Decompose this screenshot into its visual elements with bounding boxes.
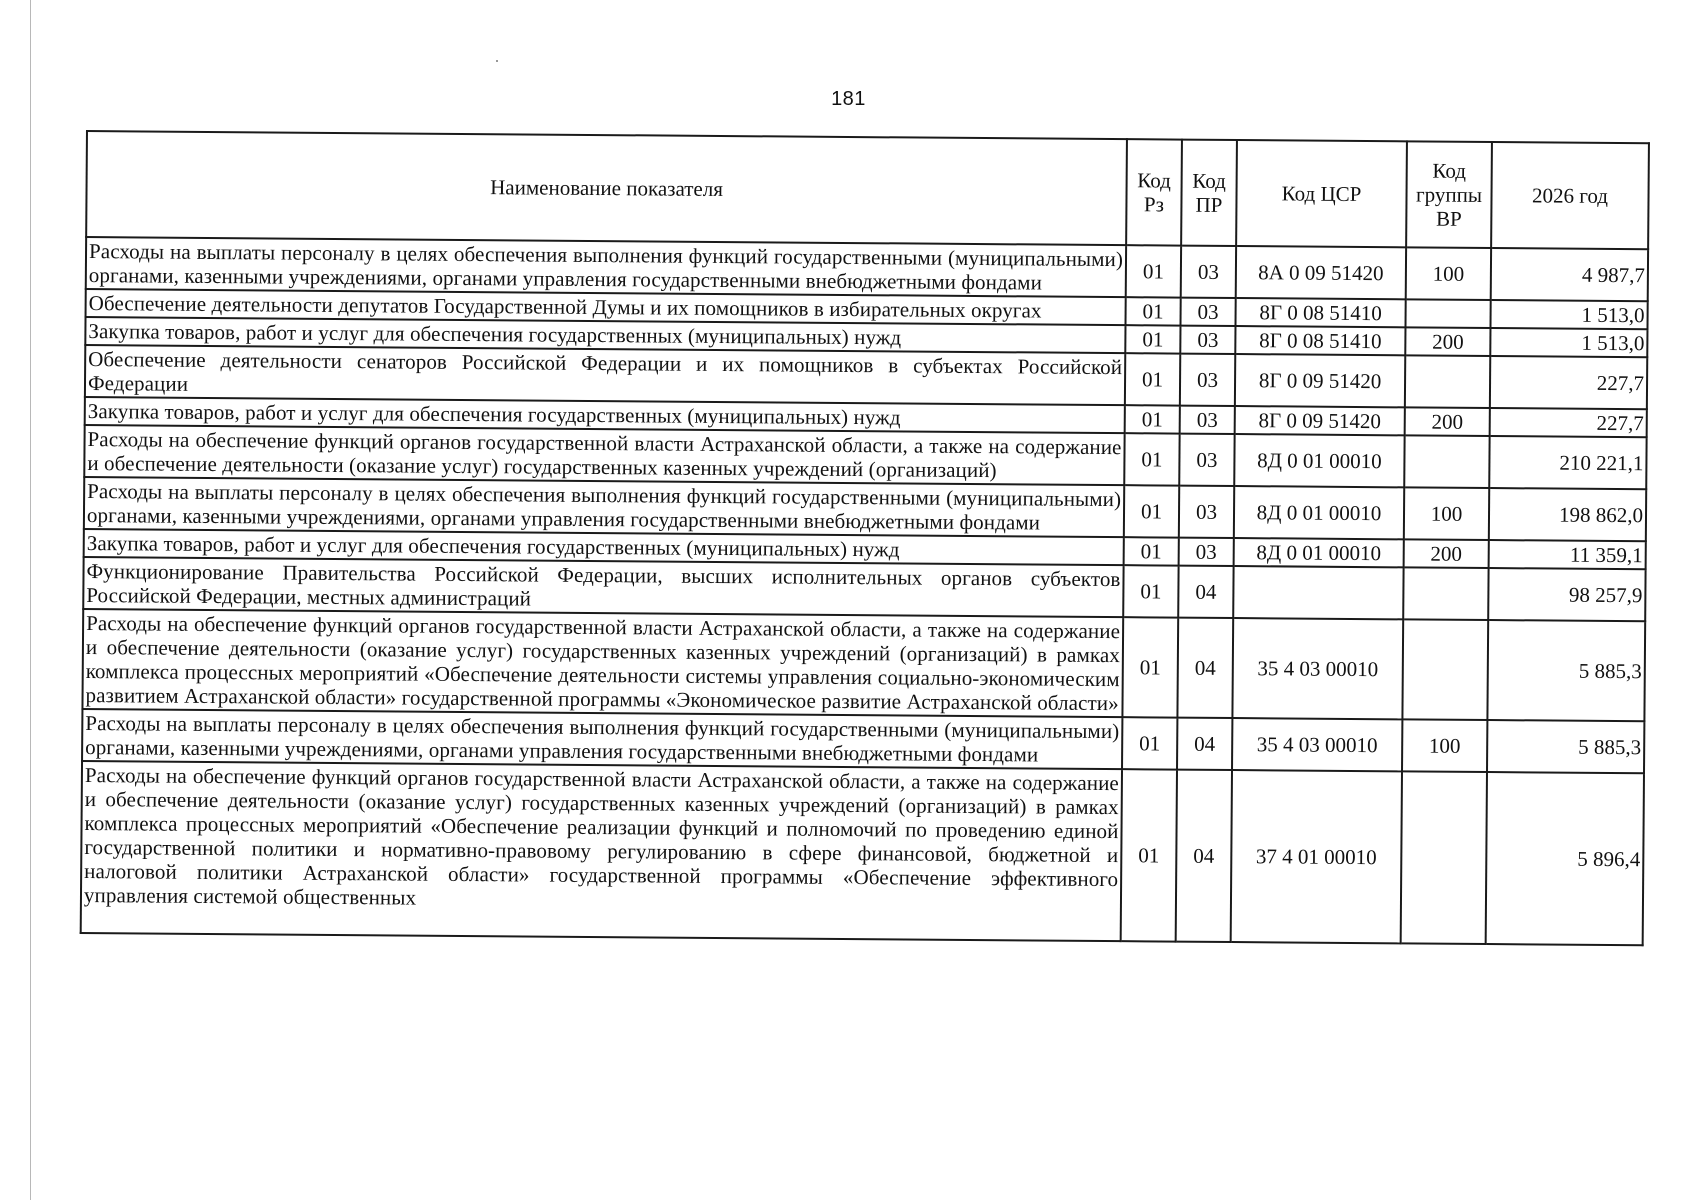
header-csr: Код ЦСР — [1236, 140, 1407, 247]
cell-pr: 03 — [1181, 246, 1236, 298]
cell-pr: 03 — [1179, 538, 1234, 566]
cell-csr: 8Г 0 08 51410 — [1235, 326, 1405, 355]
cell-pr: 04 — [1178, 566, 1233, 618]
header-rz: Код Рз — [1126, 139, 1182, 245]
cell-rz: 01 — [1123, 565, 1178, 617]
cell-pr: 03 — [1180, 354, 1235, 406]
cell-vr: 100 — [1404, 487, 1489, 540]
cell-pr: 03 — [1179, 434, 1234, 486]
cell-name: Расходы на выплаты персоналу в целях обеспечения выполнения функций государственными (муниципальными) органами, казенными учреждениями, органами управления государственными внебюджетными фондами — [82, 709, 1122, 769]
cell-value: 98 257,9 — [1488, 568, 1645, 621]
cell-value: 4 987,7 — [1491, 248, 1648, 301]
cell-name: Расходы на обеспечение функций органов государственной власти Астраханской области, а также на содержание и обеспечение деятельности (оказание услуг) государственных казенных учреждений (организаций) — [84, 425, 1124, 485]
cell-name: Расходы на обеспечение функций органов государственной власти Астраханской области, а также на содержание и обеспечение деятельности (оказание услуг) государственных казенных учреждений (организаций) в рамках комплекса процессных мероприятий «Обеспечение реализации функций и полномочий по проведению единой государственной политики и нормативно-правовому регулированию в сфере финансовой, бюджетной и налоговой политики Астраханской области» государственной программы «Обеспечение эффективного управления системой общественных — [83, 763, 1119, 910]
cell-pr: 03 — [1180, 326, 1235, 354]
cell-vr: 200 — [1405, 407, 1490, 436]
scan-speck — [496, 60, 498, 62]
cell-csr: 8Г 0 08 51410 — [1235, 298, 1405, 327]
cell-name: Закупка товаров, работ и услуг для обеспечения государственных (муниципальных) нужд — [85, 317, 1125, 353]
budget-table-container — [80, 130, 1648, 946]
cell-rz: 01 — [1125, 325, 1180, 353]
cell-rz: 01 — [1121, 769, 1177, 941]
cell-csr: 37 4 01 00010 — [1231, 770, 1402, 943]
cell-csr: 8Д 0 01 00010 — [1234, 434, 1404, 487]
cell-csr: 8А 0 09 51420 — [1236, 246, 1406, 299]
cell-rz: 01 — [1124, 433, 1179, 485]
cell-pr: 03 — [1180, 406, 1235, 434]
cell-value: 227,7 — [1490, 408, 1647, 437]
cell-name: Обеспечение деятельности депутатов Государственной Думы и их помощников в избирательных округах — [86, 289, 1126, 325]
cell-value: 5 896,4 — [1486, 772, 1644, 945]
cell-pr: 03 — [1180, 298, 1235, 326]
cell-csr — [1233, 566, 1403, 619]
table-header-row — [86, 131, 1649, 249]
cell-value: 5 885,3 — [1487, 720, 1644, 773]
cell-name: Обеспечение деятельности сенаторов Российской Федерации и их помощников в субъектах Российской Федерации — [85, 345, 1125, 405]
cell-csr: 8Д 0 01 00010 — [1234, 538, 1404, 567]
cell-value: 5 885,3 — [1487, 620, 1645, 721]
cell-name: Расходы на выплаты персоналу в целях обеспечения выполнения функций государственными (муниципальными) органами, казенными учреждениями, органами управления государственными внебюджетными фондами — [86, 237, 1126, 297]
cell-vr — [1405, 355, 1490, 408]
cell-csr: 8Г 0 09 51420 — [1235, 354, 1405, 407]
cell-vr: 100 — [1402, 719, 1487, 772]
cell-vr — [1403, 567, 1488, 620]
cell-pr: 04 — [1177, 718, 1232, 770]
scan-margin-line — [30, 0, 31, 1200]
header-vr: Код группы ВР — [1406, 141, 1492, 248]
cell-csr: 8Д 0 01 00010 — [1234, 486, 1404, 539]
cell-vr — [1404, 435, 1489, 488]
cell-rz: 01 — [1124, 485, 1179, 537]
cell-rz: 01 — [1125, 297, 1180, 325]
cell-csr: 35 4 03 00010 — [1232, 718, 1402, 771]
cell-value: 11 359,1 — [1489, 540, 1646, 569]
header-name: Наименование показателя — [86, 131, 1127, 245]
cell-value: 1 513,0 — [1490, 328, 1647, 357]
cell-value: 210 221,1 — [1489, 436, 1646, 489]
budget-table — [80, 130, 1650, 946]
cell-rz: 01 — [1125, 405, 1180, 433]
cell-name: Расходы на выплаты персоналу в целях обеспечения выполнения функций государственными (муниципальными) органами, казенными учреждениями, органами управления государственными внебюджетными фондами — [84, 477, 1124, 537]
cell-rz: 01 — [1122, 717, 1177, 769]
cell-csr: 8Г 0 09 51420 — [1235, 406, 1405, 435]
cell-name-clipped — [81, 761, 1122, 941]
cell-vr: 200 — [1404, 539, 1489, 568]
cell-name: Расходы на обеспечение функций органов государственной власти Астраханской области, а также на содержание и обеспечение деятельности (оказание услуг) государственных казенных учреждений (организаций) в рамках комплекса процессных мероприятий «Обеспечение деятельности системы управления социально-экономическим развитием Астраханской области» государственной программы «Экономическое развитие Астраханской области» — [82, 609, 1123, 717]
table-row — [81, 761, 1644, 945]
cell-pr: 04 — [1177, 618, 1233, 718]
cell-pr: 03 — [1179, 486, 1234, 538]
page-number: 181 — [831, 88, 866, 110]
cell-name: Закупка товаров, работ и услуг для обеспечения государственных (муниципальных) нужд — [84, 529, 1124, 565]
cell-vr: 200 — [1405, 327, 1490, 356]
cell-csr: 35 4 03 00010 — [1232, 618, 1403, 719]
cell-value: 1 513,0 — [1490, 300, 1647, 329]
cell-value: 227,7 — [1490, 356, 1647, 409]
header-pr: Код ПР — [1181, 140, 1237, 246]
cell-value: 198 862,0 — [1489, 488, 1646, 541]
cell-vr — [1401, 771, 1487, 944]
cell-vr: 100 — [1406, 247, 1491, 300]
cell-pr: 04 — [1176, 770, 1232, 942]
table-row — [82, 609, 1645, 721]
cell-vr — [1402, 619, 1488, 720]
cell-rz: 01 — [1124, 537, 1179, 565]
cell-vr — [1405, 299, 1490, 328]
cell-name: Закупка товаров, работ и услуг для обеспечения государственных (муниципальных) нужд — [85, 397, 1125, 433]
cell-name: Функционирование Правительства Российской Федерации, высших исполнительных органов субъектов Российской Федерации, местных администраций — [83, 557, 1123, 617]
cell-rz: 01 — [1125, 353, 1180, 405]
cell-rz: 01 — [1122, 617, 1178, 717]
header-year: 2026 год — [1491, 142, 1649, 249]
cell-rz: 01 — [1126, 245, 1181, 297]
